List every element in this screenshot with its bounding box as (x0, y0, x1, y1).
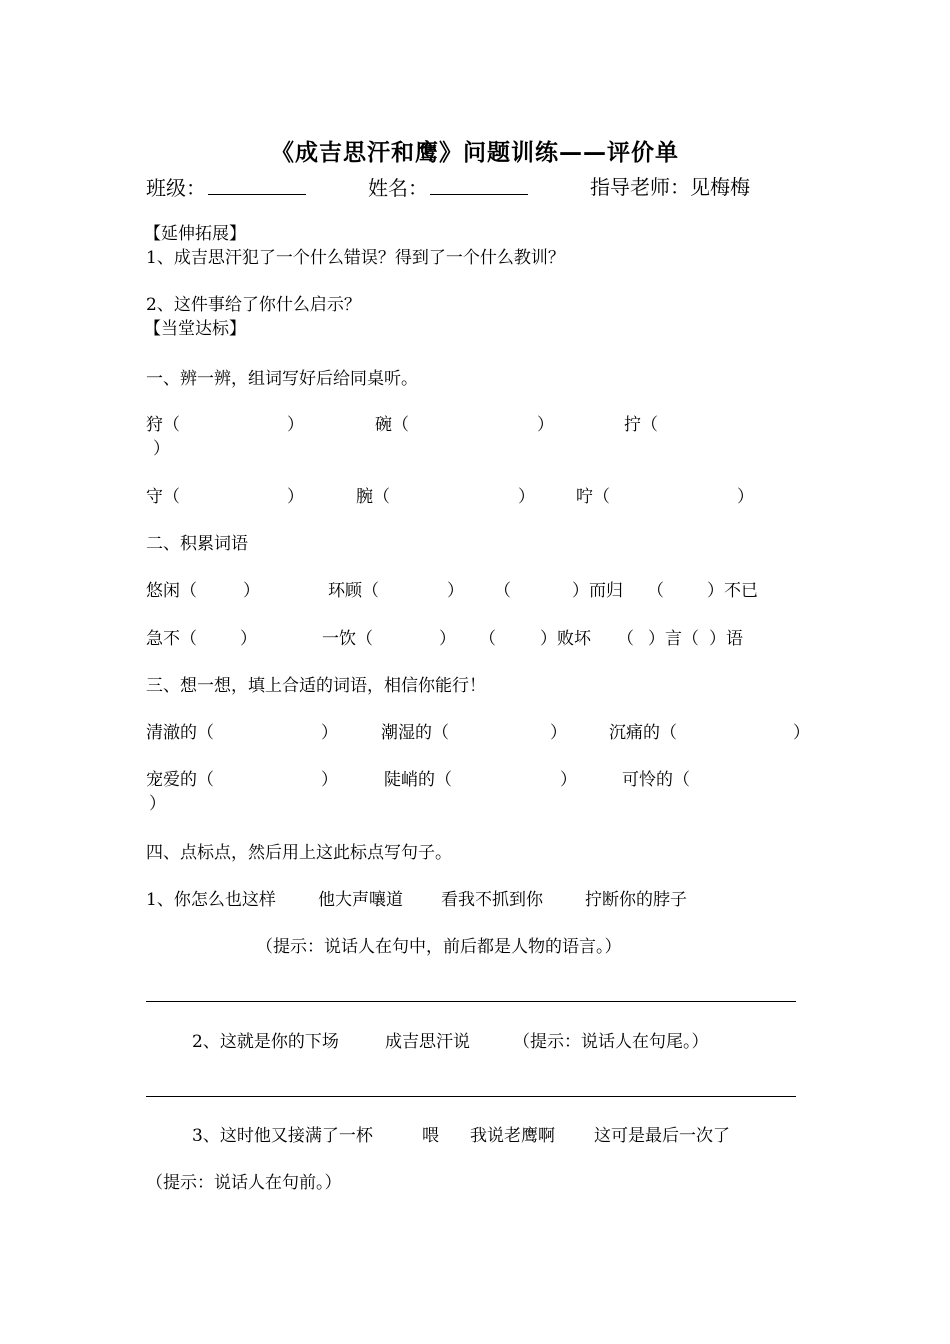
s3-r1-3: 潮湿的（ (381, 723, 449, 743)
s2-r1-2: ） (243, 581, 260, 601)
extension-question-1: 1、成吉思汗犯了一个什么错误？得到了一个什么教训？ (146, 248, 565, 268)
name-label: 姓名： (368, 176, 428, 200)
s2-r2-2: ） (240, 629, 257, 649)
s2-r1-4: ） (447, 581, 464, 601)
s1-r1-close-3: ） (153, 439, 170, 459)
section-3-heading: 三、想一想，填上合适的词语，相信你能行！ (146, 676, 486, 696)
answer-line-2[interactable] (146, 1096, 796, 1097)
s1-r2-close-1: ） (287, 487, 304, 507)
name-blank[interactable] (430, 174, 528, 195)
s1-r2-open-3: 咛（ (576, 487, 610, 507)
s3-r2-1: 宠爱的（ (146, 770, 214, 790)
class-goal-heading: 【当堂达标】 (144, 319, 246, 339)
s2-r1-1: 悠闲（ (146, 581, 197, 601)
s3-r2-4: ） (560, 770, 577, 790)
s1-r2-open-2: 腕（ (356, 487, 390, 507)
page-title: 《成吉思汗和鹰》问题训练——评价单 (271, 140, 679, 166)
s2-r2-8: ）言（ (648, 629, 699, 649)
s2-r2-9: ）语 (709, 629, 743, 649)
s3-r1-2: ） (321, 723, 338, 743)
extension-heading: 【延伸拓展】 (144, 224, 246, 244)
s2-r1-3: 环顾（ (328, 581, 379, 601)
s2-r2-4: ） (439, 629, 456, 649)
s2-r2-1: 急不（ (146, 629, 197, 649)
s4-q2-part-2: 成吉思汗说 (385, 1032, 470, 1052)
answer-line-1[interactable] (146, 1001, 796, 1002)
s4-q3-part-2: 喂 (422, 1126, 439, 1146)
s4-q1-part-3: 看我不抓到你 (441, 890, 543, 910)
section-4-heading: 四、点标点，然后用上这此标点写句子。 (146, 843, 452, 863)
s4-q2-part-1: 2、这就是你的下场 (192, 1032, 339, 1052)
s4-q1-part-2: 他大声嚷道 (318, 890, 403, 910)
s3-r1-4: ） (550, 723, 567, 743)
section-2-heading: 二、积累词语 (146, 534, 248, 554)
s3-r2-3: 陡峭的（ (384, 770, 452, 790)
s3-r2-2: ） (321, 770, 338, 790)
s4-q3-part-4: 这可是最后一次了 (594, 1126, 730, 1146)
s3-r2-5: 可怜的（ (622, 770, 690, 790)
class-blank[interactable] (208, 174, 306, 195)
s1-r2-close-3: ） (737, 487, 754, 507)
s1-r1-open-3: 拧（ (624, 415, 658, 435)
section-1-heading: 一、辨一辨，组词写好后给同桌听。 (146, 369, 418, 389)
s4-q1-hint: （提示：说话人在句中，前后都是人物的语言。） (256, 937, 622, 957)
class-field (146, 174, 306, 201)
class-label: 班级： (146, 176, 206, 200)
s2-r2-7: （ (617, 629, 634, 649)
s2-r2-3: 一饮（ (322, 629, 373, 649)
s3-r1-6: ） (793, 723, 810, 743)
s1-r1-close-1: ） (287, 415, 304, 435)
s2-r1-5: （ (494, 581, 511, 601)
s1-r2-open-1: 守（ (146, 487, 180, 507)
extension-question-2: 2、这件事给了你什么启示？ (146, 295, 361, 315)
s4-q3-part-3: 我说老鹰啊 (470, 1126, 555, 1146)
s4-q1-part-4: 拧断你的脖子 (585, 890, 687, 910)
s1-r2-close-2: ） (518, 487, 535, 507)
s2-r1-7: （ (647, 581, 664, 601)
s1-r1-open-2: 碗（ (375, 415, 409, 435)
teacher-label: 指导老师：见梅梅 (590, 175, 750, 199)
s3-r1-5: 沉痛的（ (609, 723, 677, 743)
s4-q3-part-1: 3、这时他又接满了一杯 (192, 1126, 373, 1146)
s4-q1-part-1: 1、你怎么也这样 (146, 890, 276, 910)
s1-r1-open-1: 狩（ (146, 415, 180, 435)
s2-r2-6: ）败坏 (540, 629, 591, 649)
s2-r1-6: ）而归 (572, 581, 623, 601)
s4-q3-hint: （提示：说话人在句前。） (146, 1173, 342, 1193)
s3-r2-6: ） (149, 794, 166, 814)
s3-r1-1: 清澈的（ (146, 723, 214, 743)
s2-r1-8: ）不已 (707, 581, 758, 601)
name-field (368, 174, 528, 201)
s2-r2-5: （ (479, 629, 496, 649)
s1-r1-close-2: ） (537, 415, 554, 435)
s4-q2-hint: （提示：说话人在句尾。） (513, 1032, 709, 1052)
